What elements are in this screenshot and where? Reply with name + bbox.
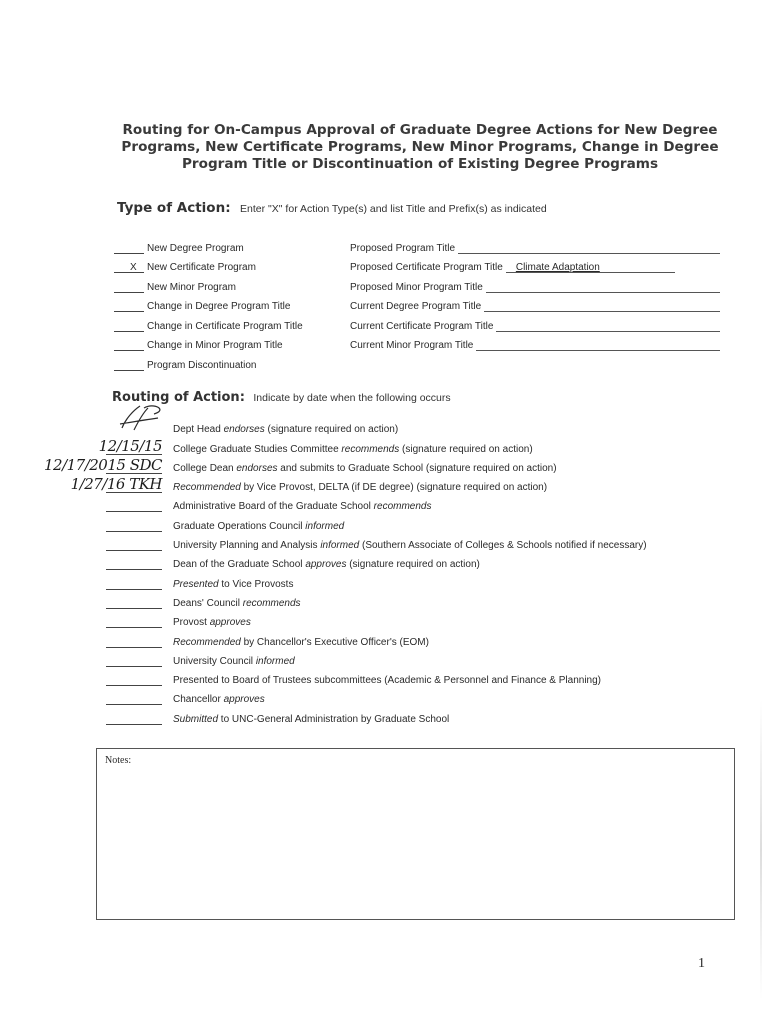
notes-label: Notes: [105, 755, 132, 766]
type-of-action-label: Type of Action: [117, 200, 231, 216]
routing-step-list [43, 416, 726, 725]
step-text: Provost approves [173, 617, 251, 629]
title-line: Routing for On-Campus Approval of Graduate Degree Actions for New Degree [122, 122, 718, 138]
step-text: Recommended by Vice Provost, DELTA (if DE degree) (signature required on action) [173, 482, 548, 494]
routing-step [106, 551, 726, 570]
type-of-action-heading [117, 199, 547, 217]
action-row [114, 351, 329, 371]
title-label: Proposed Program Title [350, 242, 456, 254]
action-row [114, 293, 329, 313]
routing-date-field[interactable] [106, 714, 162, 725]
action-mark-field[interactable] [114, 321, 144, 332]
action-label: Change in Certificate Program Title [147, 320, 303, 332]
title-line: Programs, New Certificate Programs, New Minor Programs, Change in Degree [121, 139, 719, 155]
routing-date-field[interactable] [106, 579, 162, 590]
routing-step [70, 474, 726, 494]
routing-step [106, 648, 726, 667]
action-mark-field[interactable] [114, 243, 144, 254]
action-mark-field[interactable] [114, 360, 144, 371]
routing-step [106, 628, 726, 647]
title-label: Current Degree Program Title [350, 301, 482, 312]
routing-date-field[interactable] [106, 656, 162, 667]
action-label: New Certificate Program [147, 262, 256, 273]
title-label: Proposed Minor Program Title [350, 281, 483, 293]
step-text: Administrative Board of the Graduate School recommends [173, 501, 432, 513]
action-row [114, 234, 329, 254]
step-text: Presented to Board of Trustees subcommittees (Academic & Personnel and Finance & Planning) [173, 675, 602, 687]
title-label: Current Certificate Program Title [350, 320, 494, 332]
step-text: College Graduate Studies Committee recommends (signature required on action) [173, 443, 533, 455]
title-field[interactable] [496, 321, 720, 332]
step-text: Chancellor approves [173, 694, 265, 706]
routing-of-action-instruction: Indicate by date when the following occurs [253, 392, 451, 404]
routing-date-field[interactable] [106, 425, 162, 435]
step-text: Submitted to UNC-General Administration by Graduate School [173, 713, 450, 725]
title-row [350, 273, 720, 293]
routing-date-field[interactable] [106, 598, 162, 609]
action-mark-field[interactable] [114, 340, 144, 351]
routing-step [106, 705, 726, 724]
action-mark-field[interactable] [114, 301, 144, 312]
action-label: New Minor Program [147, 281, 236, 293]
step-text: Dept Head endorses (signature required on action) [173, 424, 399, 436]
routing-step [43, 455, 726, 474]
routing-step [106, 512, 726, 531]
title-field[interactable] [486, 282, 720, 293]
title-label: Proposed Certificate Program Title [350, 262, 503, 273]
routing-date-field[interactable]: 12/17/2015 SDC [43, 455, 162, 474]
title-row [350, 332, 720, 352]
routing-step [106, 532, 726, 551]
type-of-action-instruction: Enter "X" for Action Type(s) and list Title and Prefix(s) as indicated [240, 203, 547, 215]
title-line: Program Title or Discontinuation of Existing Degree Programs [181, 156, 659, 172]
title-label: Current Minor Program Title [350, 340, 474, 351]
document-title [118, 122, 722, 173]
step-text: University Council informed [173, 655, 295, 667]
routing-step [106, 570, 726, 589]
step-text: Recommended by Chancellor's Executive Officer's (EOM) [173, 636, 429, 648]
title-field[interactable]: Climate Adaptation [506, 262, 675, 273]
action-label: Change in Minor Program Title [147, 340, 283, 351]
routing-date-field[interactable] [106, 694, 162, 705]
routing-date-field[interactable] [106, 501, 162, 512]
action-label: Program Discontinuation [147, 359, 257, 371]
routing-step [106, 609, 726, 628]
routing-of-action-label: Routing of Action: [112, 390, 245, 405]
step-text: Presented to Vice Provosts [173, 578, 294, 590]
title-field[interactable] [458, 243, 720, 254]
action-label: Change in Degree Program Title [147, 301, 291, 312]
action-mark-field[interactable] [114, 282, 144, 293]
title-row [350, 234, 720, 254]
routing-date-field[interactable]: 1/27/16 TKH [70, 475, 162, 494]
routing-step [106, 667, 726, 686]
title-row [350, 293, 720, 313]
step-text: Deans' Council recommends [173, 597, 301, 609]
routing-step [98, 435, 726, 455]
routing-date-field[interactable] [106, 617, 162, 628]
routing-step [106, 416, 726, 435]
title-field[interactable] [476, 340, 720, 351]
routing-date-field[interactable] [106, 521, 162, 532]
action-row [114, 332, 329, 352]
routing-date-field[interactable] [106, 540, 162, 551]
routing-step [106, 590, 726, 609]
action-type-list [114, 234, 329, 371]
title-row [350, 254, 720, 274]
action-row [114, 254, 329, 274]
routing-date-field[interactable] [106, 559, 162, 570]
step-text: Graduate Operations Council informed [173, 520, 345, 532]
step-text: Dean of the Graduate School approves (signature required on action) [173, 559, 480, 571]
routing-date-field[interactable]: 12/15/15 [98, 436, 162, 455]
program-title-list [350, 234, 720, 351]
step-text: University Planning and Analysis informed (Southern Associate of Colleges & Schools notified if necessary) [173, 540, 647, 552]
title-row [350, 312, 720, 332]
step-text: College Dean endorses and submits to Graduate School (signature required on action) [173, 462, 557, 474]
scan-edge-shadow [760, 700, 762, 1000]
routing-step [106, 686, 726, 705]
action-row [114, 312, 329, 332]
title-field[interactable] [484, 301, 720, 312]
page-number: 1 [698, 956, 705, 971]
routing-date-field[interactable] [106, 675, 162, 686]
action-label: New Degree Program [147, 242, 244, 254]
action-row [114, 273, 329, 293]
routing-step [106, 493, 726, 512]
action-mark-field[interactable]: X [114, 262, 144, 273]
routing-date-field[interactable] [106, 637, 162, 648]
notes-box[interactable] [96, 748, 735, 920]
